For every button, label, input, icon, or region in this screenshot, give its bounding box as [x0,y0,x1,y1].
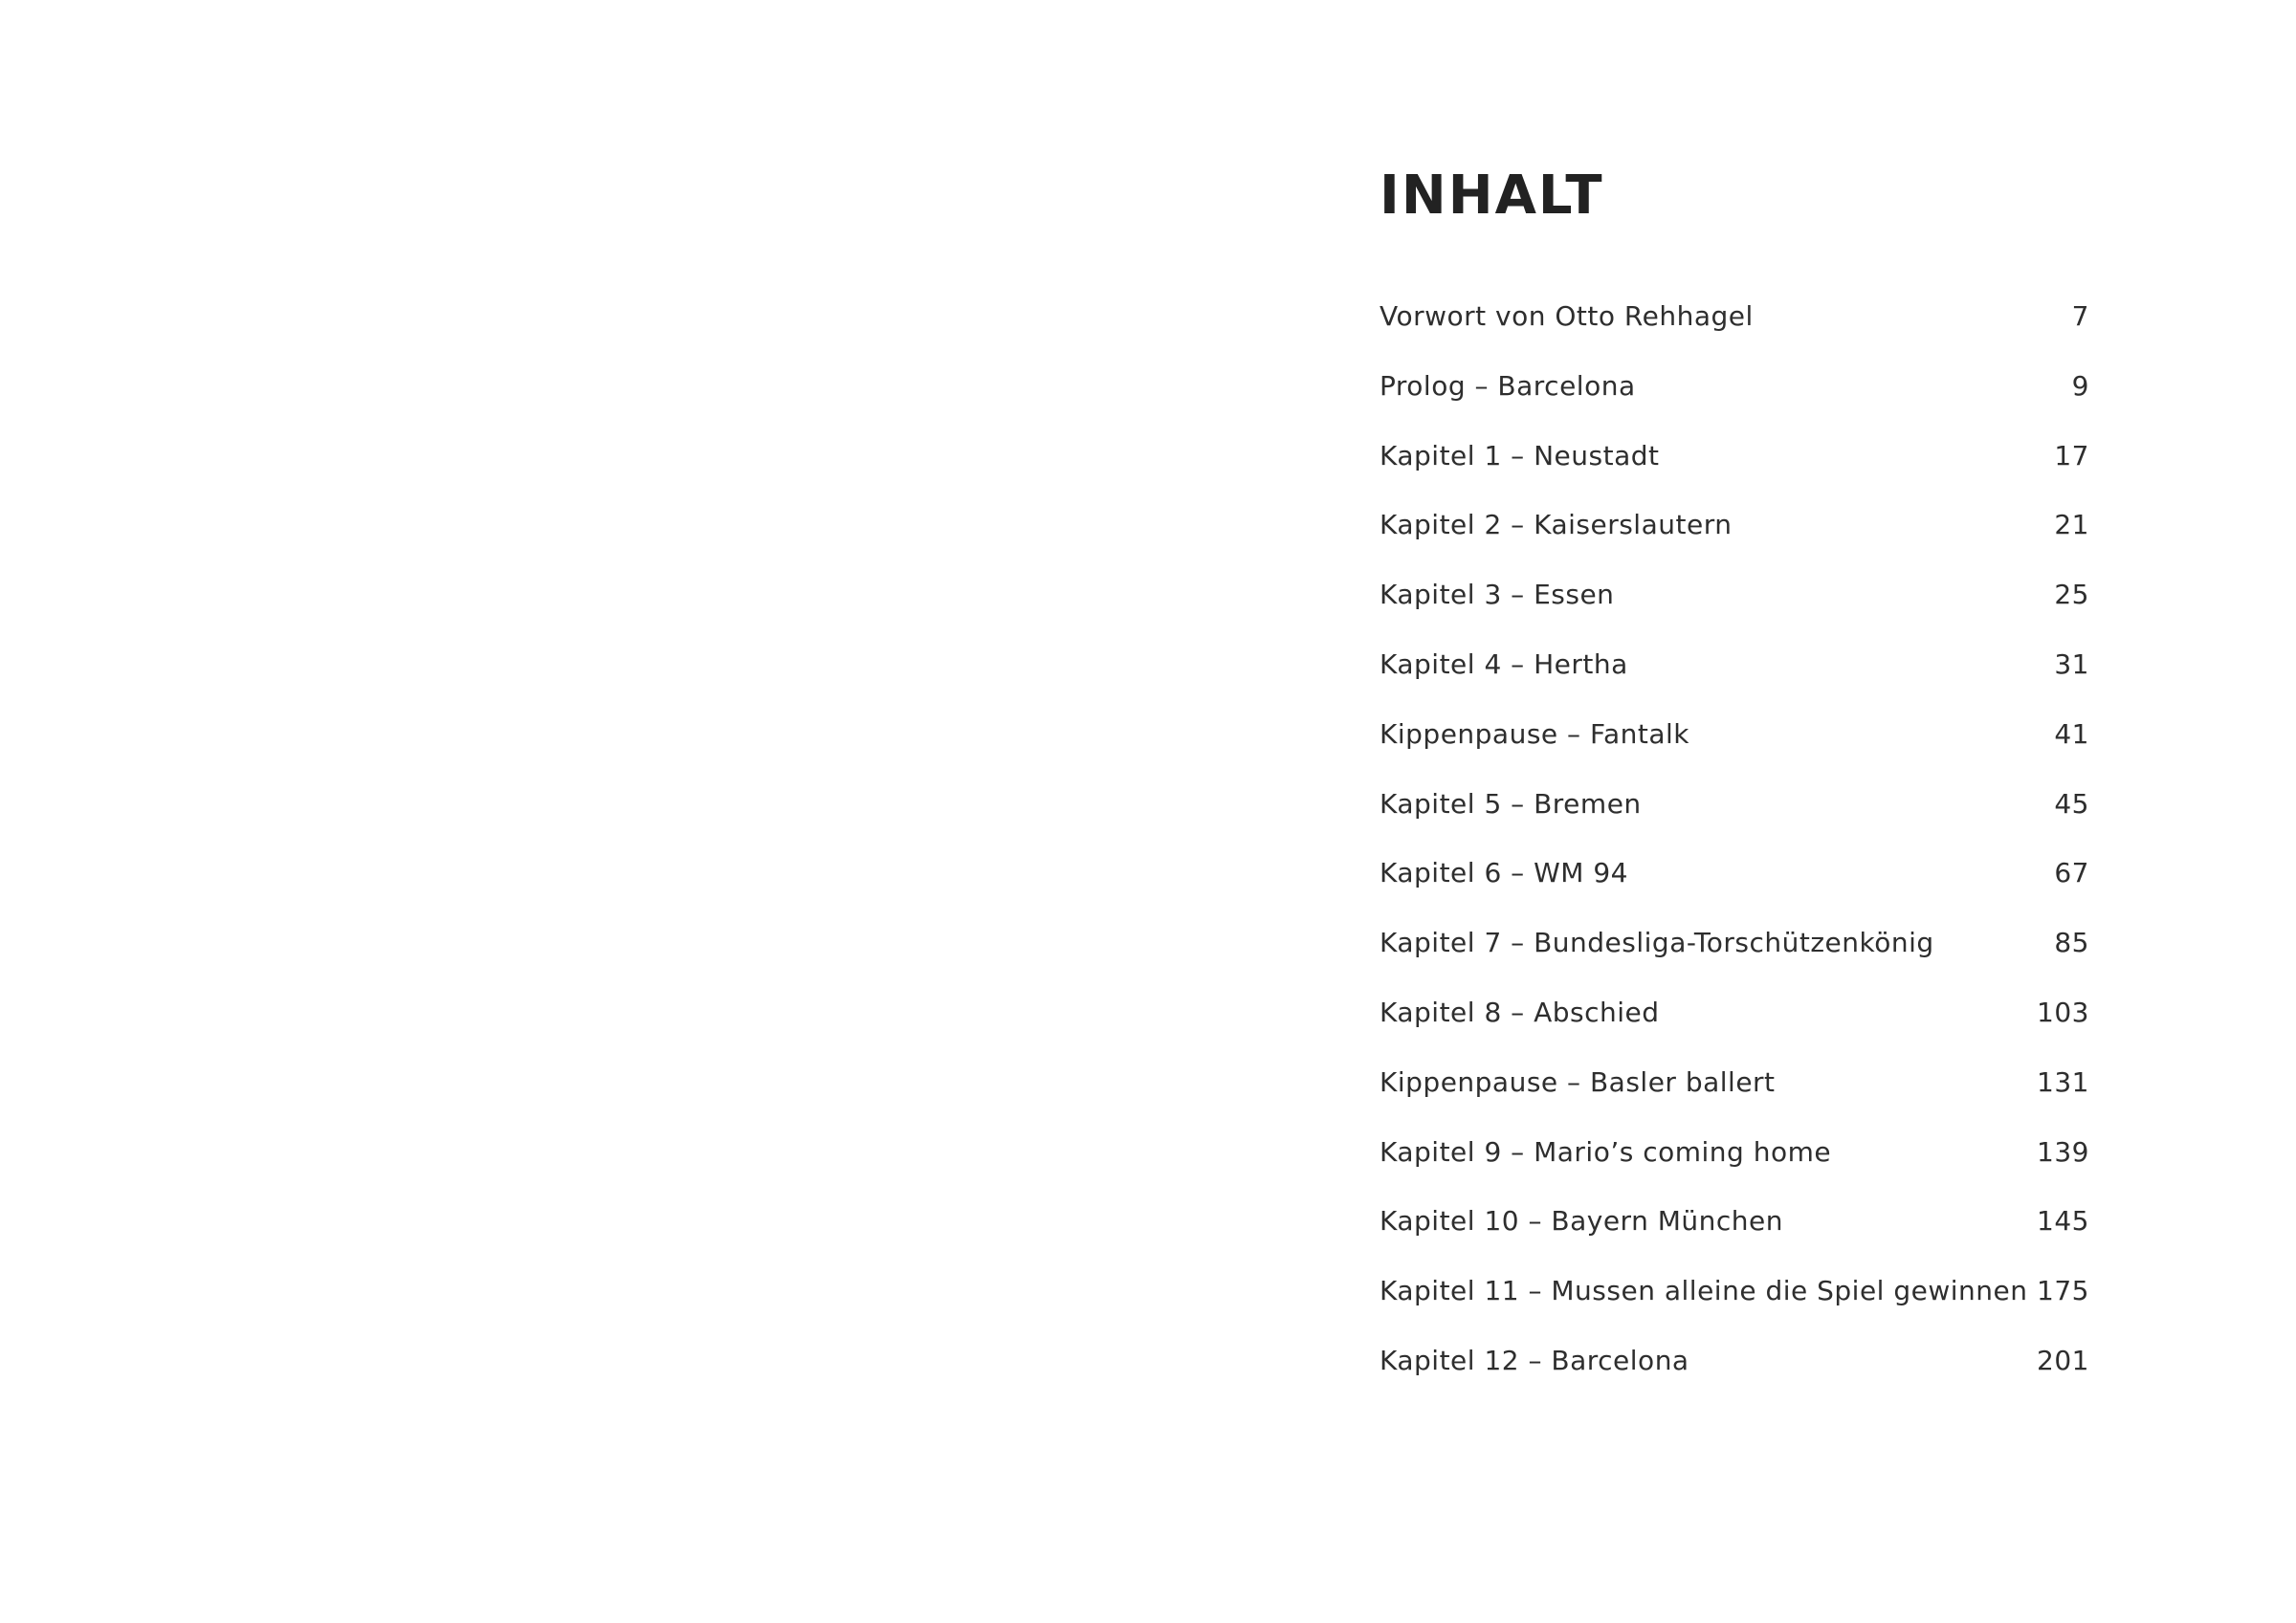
toc-entry [1380,560,2089,630]
toc-entry-title: Kapitel 9 – Mario’s coming home [1380,1135,1832,1168]
toc-entry-title: Kapitel 1 – Neustadt [1380,439,1660,472]
toc-title: INHALT [1380,164,1604,227]
toc-entry-page-number: 25 [2054,579,2089,611]
toc-entry-title: Kapitel 12 – Barcelona [1380,1344,1689,1376]
toc-entry-title: Kippenpause – Fantalk [1380,717,1690,750]
toc-entry-title: Prolog – Barcelona [1380,369,1636,402]
toc-entry [1380,978,2089,1048]
toc-entry [1380,1187,2089,1257]
toc-list [1380,282,2089,1396]
toc-entry [1380,1048,2089,1118]
toc-entry-title: Kapitel 3 – Essen [1380,579,1615,611]
toc-entry [1380,422,2089,492]
toc-entry [1380,1118,2089,1188]
toc-entry-page-number: 85 [2054,927,2089,959]
toc-entry-title: Vorwort von Otto Rehhagel [1380,300,1754,332]
toc-entry-page-number: 45 [2054,787,2089,820]
toc-entry-page-number: 41 [2054,717,2089,750]
toc-entry [1380,770,2089,840]
toc-entry [1380,282,2089,352]
toc-entry-title: Kapitel 11 – Mussen alleine die Spiel gewinnen [1380,1275,2028,1307]
toc-entry [1380,352,2089,422]
toc-entry-page-number: 131 [2037,1065,2089,1098]
table-of-contents [1380,163,2285,1376]
toc-entry-title: Kippenpause – Basler ballert [1380,1065,1776,1098]
toc-entry-page-number: 103 [2037,996,2089,1028]
toc-entry-page-number: 9 [2071,369,2089,402]
toc-entry [1380,630,2089,700]
toc-entry [1380,1257,2089,1327]
toc-entry-title: Kapitel 2 – Kaiserslautern [1380,509,1733,541]
toc-entry [1380,909,2089,978]
toc-entry-page-number: 7 [2071,300,2089,332]
toc-entry-page-number: 175 [2037,1275,2089,1307]
toc-entry-title: Kapitel 10 – Bayern München [1380,1205,1783,1238]
toc-entry-title: Kapitel 7 – Bundesliga-Torschützenkönig [1380,927,1934,959]
toc-entry [1380,491,2089,560]
toc-entry-title: Kapitel 4 – Hertha [1380,647,1628,680]
toc-entry-page-number: 139 [2037,1135,2089,1168]
toc-entry-page-number: 67 [2054,857,2089,889]
toc-entry-page-number: 145 [2037,1205,2089,1238]
toc-entry-page-number: 201 [2037,1344,2089,1376]
toc-entry-title: Kapitel 6 – WM 94 [1380,857,1628,889]
right-page [1148,0,2296,1623]
toc-entry-title: Kapitel 5 – Bremen [1380,787,1642,820]
toc-entry-title: Kapitel 8 – Abschied [1380,996,1660,1028]
toc-entry [1380,1327,2089,1396]
toc-entry [1380,700,2089,770]
toc-entry [1380,839,2089,909]
toc-entry-page-number: 21 [2054,509,2089,541]
toc-entry-page-number: 31 [2054,647,2089,680]
toc-entry-page-number: 17 [2054,439,2089,472]
